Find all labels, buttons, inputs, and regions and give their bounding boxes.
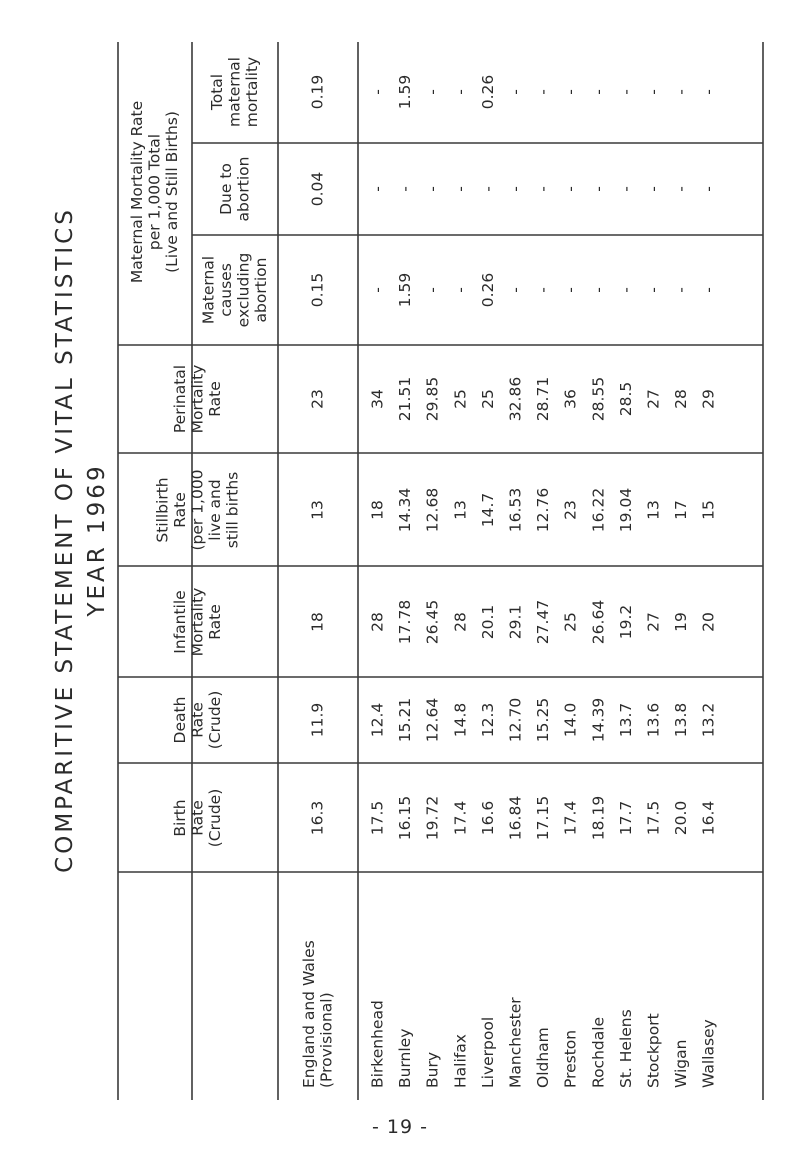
cell-still: 19.04 — [616, 487, 635, 533]
cell-total: - — [423, 89, 442, 95]
cell-infant: 20.1 — [478, 604, 497, 640]
cell-mat_ex: - — [644, 287, 663, 293]
cell-national-birth: 16.3 — [308, 800, 327, 836]
cell-peri: 28 — [672, 389, 691, 409]
header-infant-line: Infantile — [171, 590, 189, 654]
cell-infant: 17.78 — [396, 599, 415, 645]
cell-infant: 29.1 — [506, 604, 525, 640]
cell-total: - — [616, 89, 635, 95]
row-label: Wallasey — [699, 1019, 718, 1088]
header-mat_ex-line: abortion — [251, 257, 270, 323]
row-label: Birkenhead — [368, 1000, 387, 1088]
cell-birth: 17.4 — [451, 800, 470, 836]
cell-death: 13.2 — [699, 702, 718, 738]
cell-mat_ex: - — [561, 287, 580, 293]
header-still-line: live and — [206, 479, 224, 541]
cell-birth: 19.72 — [423, 795, 442, 841]
row-label: Oldham — [534, 1027, 553, 1088]
header-infant-line: Mortality — [188, 587, 207, 657]
cell-peri: 21.51 — [396, 376, 415, 422]
header-still-line: Stillbirth — [153, 477, 172, 543]
cell-abort: - — [561, 186, 580, 192]
cell-mat_ex: - — [506, 287, 525, 293]
cell-death: 14.0 — [561, 702, 580, 738]
cell-still: 17 — [672, 500, 691, 520]
cell-death: 13.8 — [672, 702, 691, 738]
cell-national-abort: 0.04 — [308, 171, 327, 207]
row-label: Liverpool — [478, 1016, 497, 1088]
cell-abort: - — [644, 186, 663, 192]
page-heading — [52, 207, 110, 873]
header-total-line: Total — [208, 73, 226, 111]
cell-still: 18 — [368, 500, 387, 520]
cell-abort: - — [396, 186, 415, 192]
cell-abort: - — [589, 186, 608, 192]
cell-national-peri: 23 — [308, 389, 327, 409]
cell-mat_ex: - — [423, 287, 442, 293]
table-grid — [118, 42, 763, 1100]
table-row — [396, 75, 414, 1088]
cell-still: 14.7 — [478, 492, 497, 528]
row-label: St. Helens — [616, 1009, 635, 1088]
header-mat_ex-line: causes — [216, 263, 235, 317]
cell-national-mat_ex: 0.15 — [308, 272, 327, 308]
header-still-line: (per 1,000 — [188, 469, 207, 551]
table-row — [369, 89, 387, 1088]
cell-abort: - — [478, 186, 497, 192]
cell-mat_ex: - — [368, 287, 387, 293]
cell-still: 16.53 — [506, 487, 525, 533]
maternal-group-header-line: Maternal Mortality Rate — [128, 100, 146, 284]
table-row — [562, 89, 580, 1088]
cell-death: 13.6 — [644, 702, 663, 738]
header-mat_ex-line: excluding — [234, 252, 253, 328]
cell-birth: 16.6 — [478, 800, 497, 836]
row-label: Rochdale — [589, 1016, 608, 1088]
cell-total: - — [451, 89, 470, 95]
cell-birth: 17.7 — [616, 800, 635, 836]
table-row — [424, 89, 442, 1088]
cell-infant: 27.47 — [534, 599, 553, 645]
row-label: Manchester — [506, 997, 525, 1088]
header-still-line: still births — [223, 471, 242, 549]
header-abort-line: Due to — [216, 163, 235, 215]
cell-still: 12.68 — [423, 487, 442, 533]
cell-infant: 19.2 — [616, 604, 635, 640]
table-row — [617, 89, 635, 1088]
cell-peri: 32.86 — [506, 376, 525, 422]
cell-peri: 25 — [451, 389, 470, 409]
cell-peri: 27 — [644, 389, 663, 409]
cell-mat_ex: - — [616, 287, 635, 293]
table-row — [479, 75, 497, 1088]
cell-death: 15.21 — [396, 697, 415, 743]
cell-abort: - — [616, 186, 635, 192]
header-birth-line: Rate — [188, 800, 207, 836]
heading-title: COMPARITIVE STATEMENT OF VITAL STATISTICS — [52, 207, 78, 873]
header-peri-line: Mortality — [188, 364, 207, 434]
cell-death: 12.3 — [478, 702, 497, 738]
cell-peri: 28.5 — [616, 381, 635, 417]
maternal-group-header-line: per 1,000 Total — [145, 133, 164, 251]
cell-peri: 29 — [699, 389, 718, 409]
page-number: - 19 - — [372, 1116, 428, 1138]
row-label: Stockport — [644, 1013, 663, 1088]
cell-peri: 36 — [561, 389, 580, 409]
cell-abort: - — [451, 186, 470, 192]
header-abort-line: abortion — [234, 156, 253, 222]
cell-still: 12.76 — [534, 487, 553, 533]
table-row — [672, 89, 690, 1088]
cell-still: 23 — [561, 500, 580, 520]
cell-abort: - — [368, 186, 387, 192]
header-death-line: Death — [171, 696, 189, 744]
header-birth-line: (Crude) — [206, 788, 224, 848]
row-label: Wigan — [672, 1039, 691, 1088]
header-still-line: Rate — [171, 492, 189, 528]
cell-still: 16.22 — [589, 487, 608, 533]
table-row — [451, 89, 469, 1088]
row-label: Halifax — [451, 1034, 470, 1088]
header-death-line: (Crude) — [206, 690, 224, 750]
cell-death: 15.25 — [534, 697, 553, 743]
cell-still: 15 — [699, 500, 718, 520]
cell-still: 13 — [644, 500, 663, 520]
cell-infant: 25 — [561, 612, 580, 632]
cell-still: 14.34 — [396, 487, 415, 533]
cell-abort: - — [534, 186, 553, 192]
cell-total: - — [534, 89, 553, 95]
table-row — [589, 89, 607, 1088]
cell-peri: 28.71 — [534, 376, 553, 422]
cell-infant: 28 — [368, 612, 387, 632]
cell-infant: 28 — [451, 612, 470, 632]
row-label: Bury — [423, 1051, 442, 1088]
header-infant-line: Rate — [206, 604, 224, 640]
cell-birth: 16.15 — [396, 795, 415, 841]
cell-birth: 17.15 — [534, 795, 553, 841]
cell-peri: 25 — [478, 389, 497, 409]
cell-abort: - — [672, 186, 691, 192]
cell-birth: 17.4 — [561, 800, 580, 836]
cell-mat_ex: - — [589, 287, 608, 293]
cell-abort: - — [699, 186, 718, 192]
cell-death: 12.64 — [423, 697, 442, 743]
heading-year: YEAR 1969 — [84, 463, 110, 617]
cell-national-still: 13 — [308, 500, 327, 520]
cell-mat_ex: 1.59 — [396, 272, 415, 308]
cell-peri: 28.55 — [589, 376, 608, 422]
cell-still: 13 — [451, 500, 470, 520]
cell-death: 12.70 — [506, 697, 525, 743]
cell-mat_ex: - — [699, 287, 718, 293]
cell-peri: 29.85 — [423, 376, 442, 422]
row-label-national: (Provisional) — [317, 992, 336, 1088]
cell-infant: 27 — [644, 612, 663, 632]
table-row — [534, 89, 552, 1088]
header-peri-line: Perinatal — [171, 364, 189, 434]
cell-total: - — [644, 89, 663, 95]
cell-birth: 16.4 — [699, 800, 718, 836]
header-birth-line: Birth — [171, 799, 189, 837]
cell-mat_ex: - — [451, 287, 470, 293]
column-headers — [128, 57, 270, 847]
cell-death: 14.39 — [589, 697, 608, 743]
cell-birth: 16.84 — [506, 795, 525, 841]
cell-total: 0.26 — [478, 74, 497, 110]
header-total-line: maternal — [225, 57, 244, 127]
cell-birth: 20.0 — [672, 800, 691, 836]
maternal-group-header-line: (Live and Still Births) — [163, 111, 181, 273]
cell-total: - — [368, 89, 387, 95]
cell-total: - — [506, 89, 525, 95]
cell-total: 1.59 — [396, 74, 415, 110]
cell-national-infant: 18 — [308, 612, 327, 632]
cell-birth: 17.5 — [644, 800, 663, 836]
cell-national-total: 0.19 — [308, 74, 327, 110]
cell-death: 12.4 — [368, 702, 387, 738]
cell-mat_ex: 0.26 — [478, 272, 497, 308]
table-body — [300, 75, 718, 1088]
cell-infant: 26.45 — [423, 599, 442, 645]
table-row — [700, 89, 718, 1088]
cell-birth: 17.5 — [368, 800, 387, 836]
cell-infant: 19 — [672, 612, 691, 632]
cell-total: - — [589, 89, 608, 95]
row-label-national: England and Wales — [299, 940, 318, 1088]
cell-birth: 18.19 — [589, 795, 608, 841]
cell-peri: 34 — [368, 389, 387, 409]
row-label: Burnley — [396, 1028, 415, 1088]
header-mat_ex-line: Maternal — [199, 255, 218, 325]
cell-mat_ex: - — [672, 287, 691, 293]
header-death-line: Rate — [188, 702, 207, 738]
cell-death: 14.8 — [451, 702, 470, 738]
cell-infant: 20 — [699, 612, 718, 632]
header-peri-line: Rate — [206, 381, 224, 417]
header-total-line: mortality — [243, 56, 261, 128]
cell-infant: 26.64 — [589, 599, 608, 645]
cell-national-death: 11.9 — [308, 702, 327, 738]
cell-total: - — [561, 89, 580, 95]
cell-total: - — [672, 89, 691, 95]
table-row — [507, 89, 525, 1088]
row-label: Preston — [561, 1029, 580, 1088]
table-row — [645, 89, 663, 1088]
cell-mat_ex: - — [534, 287, 553, 293]
cell-abort: - — [506, 186, 525, 192]
cell-death: 13.7 — [616, 702, 635, 738]
cell-abort: - — [423, 186, 442, 192]
cell-total: - — [699, 89, 718, 95]
